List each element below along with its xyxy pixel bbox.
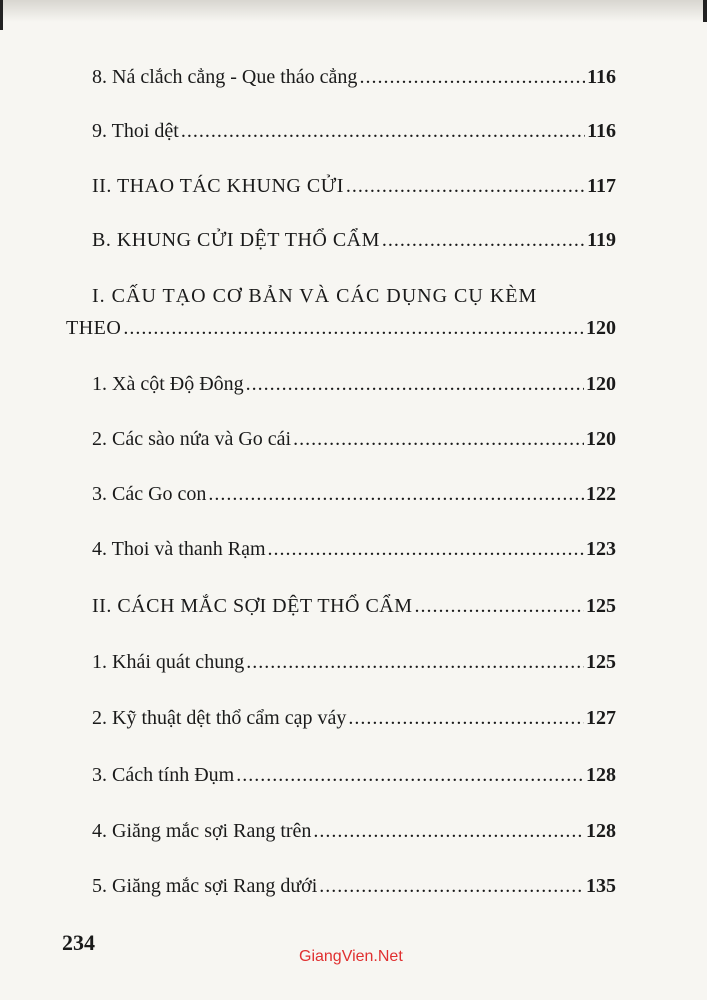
dot-leader: [268, 536, 585, 562]
dot-leader: [246, 649, 584, 675]
scan-top-edge: [0, 0, 707, 22]
toc-entry-page: 127: [586, 707, 616, 729]
toc-entry-page: 123: [586, 538, 616, 560]
toc-entry-page: 125: [586, 651, 616, 673]
toc-entry-label-line1: I. CẤU TẠO CƠ BẢN VÀ CÁC DỤNG CỤ KÈM: [92, 285, 538, 307]
toc-entry-page: 120: [586, 317, 616, 339]
toc-entry: [92, 593, 616, 619]
scan-corner-mark: [0, 0, 17, 30]
toc-entry: [92, 536, 616, 562]
dot-leader: [246, 371, 584, 397]
toc-entry-label: 8. Ná clắch cẳng - Que tháo cẳng: [92, 66, 358, 88]
toc-entry: [92, 426, 616, 452]
toc-entry: [92, 481, 616, 507]
toc-entry: [92, 118, 616, 144]
toc-entry-page: 135: [586, 875, 616, 897]
dot-leader: [181, 118, 585, 144]
watermark-text: GiangVien.Net: [299, 948, 403, 965]
toc-entry: [66, 315, 616, 341]
toc-entry-label: B. KHUNG CỬI DỆT THỔ CẨM: [92, 229, 380, 251]
dot-leader: [346, 173, 585, 199]
toc-entry-label: 4. Giăng mắc sợi Rang trên: [92, 820, 312, 842]
toc-entry-label-line2: THEO: [66, 317, 122, 339]
toc-entry-label: 5. Giăng mắc sợi Rang dưới: [92, 875, 318, 897]
dot-leader: [415, 593, 584, 619]
toc-entry-page: 122: [586, 483, 616, 505]
toc-entry: [92, 173, 616, 199]
toc-entry: [92, 64, 616, 90]
toc-entry: [92, 705, 616, 731]
toc-entry: [92, 649, 616, 675]
toc-entry: [92, 873, 616, 899]
dot-leader: [319, 873, 584, 899]
toc-entry-page: 116: [587, 66, 616, 88]
scan-corner-mark-right: [685, 0, 707, 22]
toc-entry-page: 128: [586, 764, 616, 786]
toc-entry-page: 125: [586, 595, 616, 617]
dot-leader: [123, 315, 584, 341]
toc-entry-label: 1. Xà cột Độ Đông: [92, 373, 244, 395]
toc-entry-page: 117: [587, 175, 616, 197]
toc-entry-label: II. THAO TÁC KHUNG CỬI: [92, 175, 344, 197]
toc-entry-page: 128: [586, 820, 616, 842]
dot-leader: [313, 818, 584, 844]
dot-leader: [208, 481, 584, 507]
dot-leader: [348, 705, 584, 731]
toc-entry: [92, 371, 616, 397]
toc-entry: [92, 818, 616, 844]
dot-leader: [382, 227, 585, 253]
toc-entry-label: II. CÁCH MẮC SỢI DỆT THỔ CẨM: [92, 595, 413, 617]
page-number: 234: [62, 930, 95, 955]
toc-entry-label: 3. Cách tính Đụm: [92, 764, 235, 786]
toc-entry-label: 3. Các Go con: [92, 483, 207, 505]
toc-entry-label: 2. Kỹ thuật dệt thổ cẩm cạp váy: [92, 707, 347, 729]
toc-entry-page: 120: [586, 373, 616, 395]
dot-leader: [293, 426, 584, 452]
toc-entry-page: 116: [587, 120, 616, 142]
toc-entry-label: 9. Thoi dệt: [92, 120, 179, 142]
toc-entry-page: 119: [587, 229, 616, 251]
toc-entry-label: 4. Thoi và thanh Rạm: [92, 538, 266, 560]
toc-entry-page: 120: [586, 428, 616, 450]
toc-entry-label: 1. Khái quát chung: [92, 651, 245, 673]
toc-entry-label: 2. Các sào nứa và Go cái: [92, 428, 292, 450]
dot-leader: [359, 64, 585, 90]
toc-entry: [92, 762, 616, 788]
toc-entry: [92, 227, 616, 253]
dot-leader: [236, 762, 584, 788]
